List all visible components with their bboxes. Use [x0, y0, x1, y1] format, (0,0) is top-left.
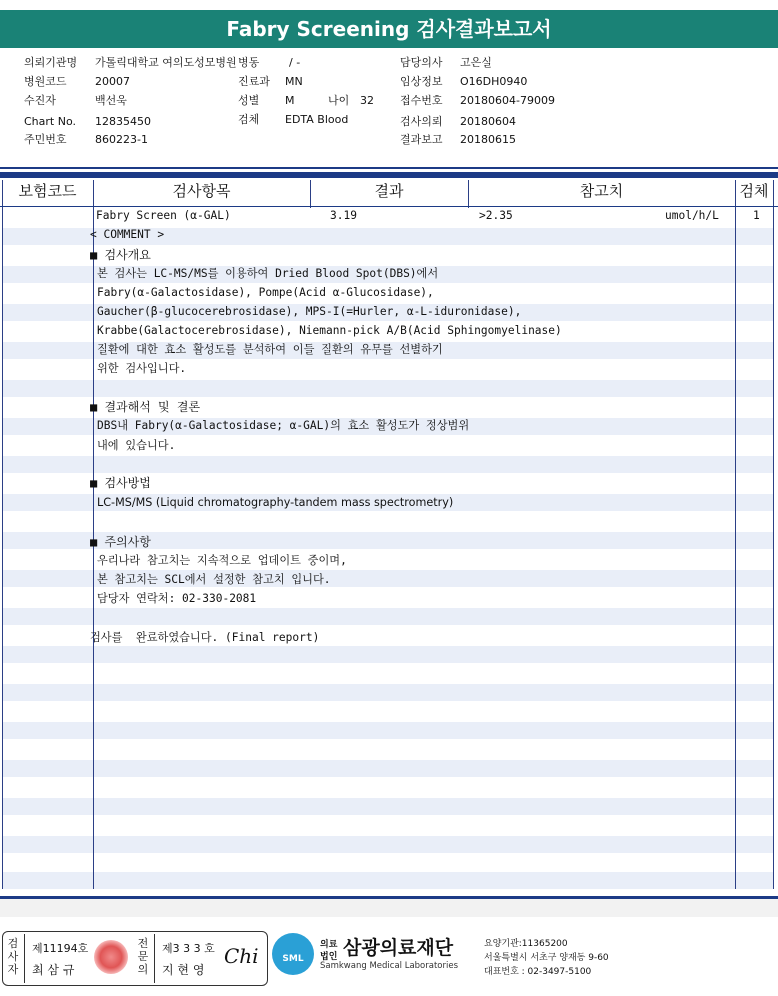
specimen-count: 1 — [753, 209, 760, 222]
overview-line: Fabry(α-Galactosidase), Pompe(Acid α-Glucosidase), — [97, 286, 434, 299]
ward-label: 병동 — [238, 56, 260, 69]
clinical-value: O16DH0940 — [460, 75, 528, 88]
id-value: 860223-1 — [95, 133, 148, 146]
sml-logo-icon: SML — [272, 933, 314, 975]
org-address: 서울특별시 서초구 양재동 9-60 — [484, 953, 609, 963]
receipt-value: 20180604-79009 — [460, 94, 555, 107]
tester-license-no: 제11194호 — [32, 942, 89, 955]
caution-heading: ■ 주의사항 — [90, 535, 151, 549]
caution-line: 본 참고치는 SCL에서 설정한 참고치 입니다. — [97, 573, 331, 586]
request-label: 검사의뢰 — [400, 115, 443, 128]
reference-unit: umol/h/L — [665, 209, 719, 222]
org-english-name: Samkwang Medical Laboratories — [320, 961, 459, 971]
sex-label: 성별 — [238, 94, 260, 107]
result-value: 3.19 — [330, 209, 357, 222]
dept-value: MN — [285, 75, 303, 88]
interpretation-line: DBS내 Fabry(α-Galactosidase; α-GAL)의 효소 활성도가 정상범위 — [97, 419, 470, 432]
report-title: Fabry Screening 검사결과보고서 — [0, 10, 778, 48]
method-text: LC-MS/MS (Liquid chromatography-tandem mass spectrometry) — [97, 496, 454, 509]
row-stripe — [2, 646, 773, 663]
overview-line: 본 검사는 LC-MS/MS를 이용하여 Dried Blood Spot(DBS)에서 — [97, 267, 439, 280]
institution-value: 가톨릭대학교 여의도성모병원 — [95, 56, 237, 69]
signature: Chi — [224, 944, 259, 968]
age-label: 나이 — [328, 94, 350, 107]
ward-value: / - — [289, 56, 301, 69]
result-test-name: Fabry Screen (α-GAL) — [96, 209, 231, 222]
request-value: 20180604 — [460, 115, 516, 128]
org-prefix: 법인 — [320, 952, 338, 962]
clinical-label: 임상정보 — [400, 75, 443, 88]
header-reference: 참고치 — [579, 182, 624, 200]
header-rule-thick — [0, 172, 778, 178]
header-rule — [0, 167, 778, 169]
column-divider — [2, 180, 3, 889]
age-value: 32 — [360, 94, 374, 107]
row-stripe — [2, 608, 773, 625]
row-stripe — [2, 760, 773, 777]
specialist-label: 전문의 — [137, 937, 149, 976]
caution-line: 담당자 연락처: 02-330-2081 — [97, 592, 257, 605]
dept-label: 진료과 — [238, 75, 270, 88]
org-phone: 대표번호 : 02-3497-5100 — [484, 967, 592, 977]
footer-gap — [0, 899, 778, 917]
overview-line: 위한 검사입니다. — [97, 362, 187, 375]
patient-name-value: 백선욱 — [95, 94, 127, 107]
caution-line: 우리나라 참고치는 지속적으로 업데이트 중이며, — [97, 554, 347, 567]
overview-line: 질환에 대한 효소 활성도를 분석하여 이들 질환의 유무를 선별하기 — [97, 343, 443, 356]
doctor-label: 담당의사 — [400, 56, 443, 69]
method-heading: ■ 검사방법 — [90, 476, 151, 490]
column-divider — [773, 180, 774, 889]
signature-divider — [24, 934, 25, 983]
specimen-label: 검체 — [238, 113, 260, 126]
overview-line: Krabbe(Galactocerebrosidase), Niemann-pick A/B(Acid Sphingomyelinase) — [97, 324, 562, 337]
receipt-label: 접수번호 — [400, 94, 443, 107]
header-specimen: 검체 — [739, 182, 769, 200]
row-stripe — [2, 798, 773, 815]
interpretation-heading: ■ 결과해석 및 결론 — [90, 400, 201, 414]
doctor-value: 고은실 — [460, 56, 492, 69]
tester-name: 최 삼 규 — [32, 963, 75, 977]
row-stripe — [2, 456, 773, 473]
report-date-label: 결과보고 — [400, 133, 443, 146]
final-report-note: 검사를 완료하였습니다. (Final report) — [90, 631, 320, 644]
comment-label: < COMMENT > — [90, 228, 165, 241]
row-stripe — [2, 872, 773, 889]
column-divider — [735, 180, 736, 889]
institution-label: 의뢰기관명 — [24, 56, 78, 69]
sex-value: M — [285, 94, 295, 107]
seal-stamp — [94, 940, 128, 974]
specimen-value: EDTA Blood — [285, 113, 349, 126]
chart-value: 12835450 — [95, 115, 151, 128]
org-prefix: 의료 — [320, 940, 338, 950]
overview-heading: ■ 검사개요 — [90, 248, 151, 262]
hospital-code-label: 병원코드 — [24, 75, 67, 88]
row-stripe — [2, 380, 773, 397]
header-result: 결과 — [374, 182, 404, 200]
chart-label: Chart No. — [24, 115, 76, 128]
interpretation-line: 내에 있습니다. — [97, 439, 176, 452]
row-stripe — [2, 684, 773, 701]
header-insurance-code: 보험코드 — [18, 182, 77, 200]
header-underline — [0, 206, 778, 207]
tester-label: 검사자 — [7, 937, 19, 976]
header-test-item: 검사항목 — [172, 182, 231, 200]
org-nursing-no: 요양기관:11365200 — [484, 939, 568, 949]
specialist-name: 지 현 영 — [162, 963, 205, 977]
row-stripe — [2, 722, 773, 739]
hospital-code-value: 20007 — [95, 75, 130, 88]
row-stripe — [2, 836, 773, 853]
report-date-value: 20180615 — [460, 133, 516, 146]
patient-name-label: 수진자 — [24, 94, 56, 107]
reference-value: >2.35 — [479, 209, 513, 222]
org-name: 삼광의료재단 — [343, 937, 454, 959]
overview-line: Gaucher(β-glucocerebrosidase), MPS-I(=Hurler, α-L-iduronidase), — [97, 305, 522, 318]
id-label: 주민번호 — [24, 133, 67, 146]
specialist-license-no: 제3 3 3 호 — [162, 942, 215, 955]
signature-divider — [154, 934, 155, 983]
